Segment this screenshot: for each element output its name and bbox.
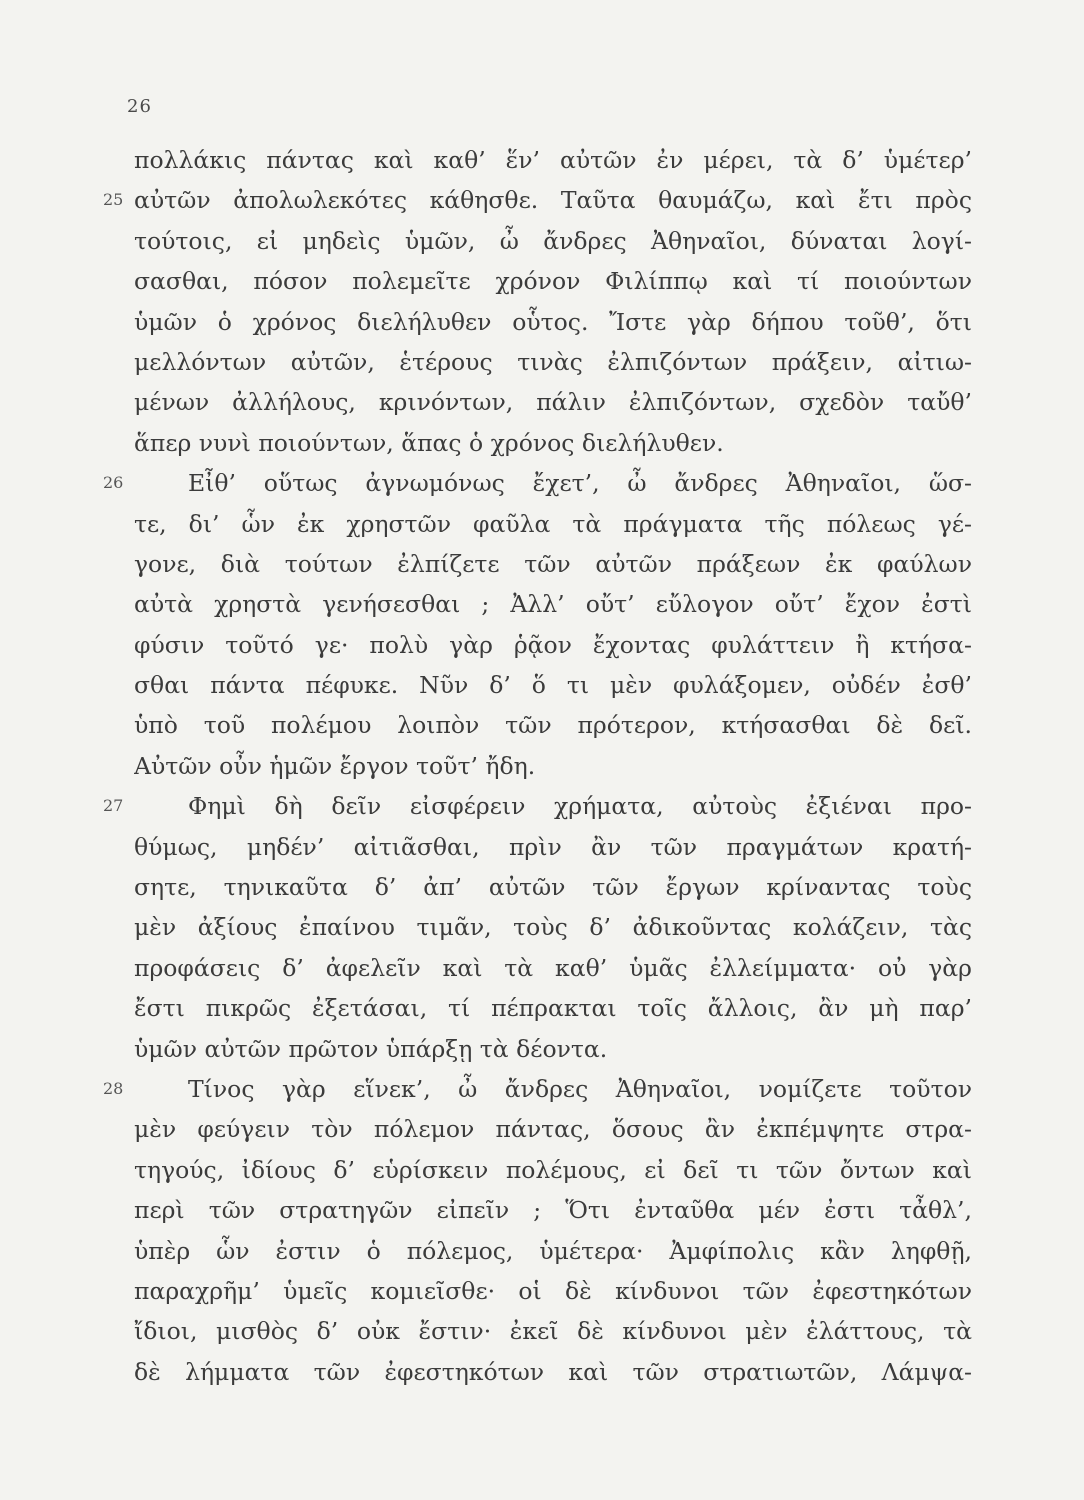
line-text: δὲ λήμματα τῶν ἐφεστηκότων καὶ τῶν στρατιωτῶν, Λάμψα- <box>134 1357 972 1386</box>
text-line <box>0 463 1084 503</box>
text-line <box>0 261 1084 301</box>
text-line <box>0 705 1084 745</box>
line-text: ὑπὲρ ὧν ἐστιν ὁ πόλεμος, ὑμέτερα· Ἀμφίπολις κἂν ληφθῇ, <box>134 1236 972 1265</box>
line-text: ἅπερ νυνὶ ποιούντων, ἅπας ὁ χρόνος διελήλυθεν. <box>134 428 724 457</box>
line-text: Φημὶ δὴ δεῖν εἰσφέρειν χρήματα, αὐτοὺς ἐξιέναι προ- <box>188 792 972 821</box>
text-line <box>0 180 1084 220</box>
text-line <box>0 907 1084 947</box>
line-text: ἔστι πικρῶς ἐξετάσαι, τί πέπρακται τοῖς ἄλλοις, ἂν μὴ παρ’ <box>134 994 972 1023</box>
line-text: αὐτῶν ἀπολωλεκότες κάθησθε. Ταῦτα θαυμάζω, καὶ ἔτι πρὸς <box>134 186 972 215</box>
line-text: τούτοις, εἰ μηδεὶς ὑμῶν, ὦ ἄνδρες Ἀθηναῖοι, δύναται λογί- <box>134 226 972 255</box>
text-line <box>0 140 1084 180</box>
body-text <box>0 140 1084 1392</box>
line-text: παραχρῆμ’ ὑμεῖς κομιεῖσθε· οἱ δὲ κίνδυνοι τῶν ἐφεστηκότων <box>134 1276 972 1305</box>
text-line <box>0 584 1084 624</box>
line-text: τηγούς, ἰδίους δ’ εὑρίσκειν πολέμους, εἰ δεῖ τι τῶν ὄντων καὶ <box>134 1155 972 1184</box>
text-line <box>0 1352 1084 1392</box>
line-text: Εἶθ’ οὕτως ἀγνωμόνως ἔχετ’, ὦ ἄνδρες Ἀθηναῖοι, ὥσ- <box>188 469 972 498</box>
text-line <box>0 1311 1084 1351</box>
line-text: πολλάκις πάντας καὶ καθ’ ἕν’ αὐτῶν ἐν μέρει, τὰ δ’ ὑμέτερ’ <box>134 146 972 174</box>
line-text: θύμως, μηδέν’ αἰτιᾶσθαι, πρὶν ἂν τῶν πραγμάτων κρατή- <box>134 832 972 861</box>
section-number: 27 <box>103 796 124 816</box>
line-text: αὐτὰ χρηστὰ γενήσεσθαι ; Ἀλλ’ οὔτ’ εὔλογον οὔτ’ ἔχον ἐστὶ <box>134 590 972 619</box>
text-line <box>0 1271 1084 1311</box>
line-text: σασθαι, πόσον πολεμεῖτε χρόνον Φιλίππῳ καὶ τί ποιούντων <box>134 267 972 296</box>
page-number: 26 <box>127 96 152 117</box>
text-line <box>0 665 1084 705</box>
text-line <box>0 382 1084 422</box>
line-text: μὲν φεύγειν τὸν πόλεμον πάντας, ὅσους ἂν ἐκπέμψητε στρα- <box>134 1115 972 1144</box>
text-line <box>0 1190 1084 1230</box>
text-line <box>0 746 1084 786</box>
text-line <box>0 786 1084 826</box>
text-line <box>0 544 1084 584</box>
line-text: Αὐτῶν οὖν ἡμῶν ἔργον τοῦτ’ ἤδη. <box>134 751 536 780</box>
line-text: ὑμῶν ὁ χρόνος διελήλυθεν οὗτος. Ἴστε γὰρ δήπου τοῦθ’, ὅτι <box>134 307 972 336</box>
text-line <box>0 221 1084 261</box>
text-line <box>0 1109 1084 1149</box>
text-line <box>0 504 1084 544</box>
text-line <box>0 867 1084 907</box>
text-line <box>0 1029 1084 1069</box>
line-text: προφάσεις δ’ ἀφελεῖν καὶ τὰ καθ’ ὑμᾶς ἐλλείμματα· οὐ γὰρ <box>134 953 972 982</box>
line-text: ὑπὸ τοῦ πολέμου λοιπὸν τῶν πρότερον, κτήσασθαι δὲ δεῖ. <box>134 711 972 740</box>
text-line <box>0 342 1084 382</box>
line-text: μελλόντων αὐτῶν, ἑτέρους τινὰς ἐλπιζόντων πράξειν, αἰτιω- <box>134 347 972 376</box>
line-text: ὑμῶν αὐτῶν πρῶτον ὑπάρξῃ τὰ δέοντα. <box>134 1034 608 1063</box>
line-text: μένων ἀλλήλους, κρινόντων, πάλιν ἐλπιζόντων, σχεδὸν ταὔθ’ <box>134 388 972 417</box>
line-text: τε, δι’ ὧν ἐκ χρηστῶν φαῦλα τὰ πράγματα τῆς πόλεως γέ- <box>134 509 972 538</box>
text-line <box>0 948 1084 988</box>
line-text: περὶ τῶν στρατηγῶν εἰπεῖν ; Ὅτι ἐνταῦθα μέν ἐστι τἆθλ’, <box>134 1196 972 1225</box>
text-line <box>0 1231 1084 1271</box>
line-text: μὲν ἀξίους ἐπαίνου τιμᾶν, τοὺς δ’ ἀδικοῦντας κολάζειν, τὰς <box>134 913 972 942</box>
section-number: 26 <box>103 473 124 493</box>
text-line <box>0 625 1084 665</box>
line-text: Τίνος γὰρ εἵνεκ’, ὦ ἄνδρες Ἀθηναῖοι, νομίζετε τοῦτον <box>188 1074 972 1103</box>
section-number: 28 <box>103 1078 124 1098</box>
line-text: σητε, τηνικαῦτα δ’ ἀπ’ αὐτῶν τῶν ἔργων κρίναντας τοὺς <box>134 873 972 902</box>
line-text: σθαι πάντα πέφυκε. Νῦν δ’ ὅ τι μὲν φυλάξομεν, οὐδέν ἐσθ’ <box>134 671 972 700</box>
text-line <box>0 827 1084 867</box>
section-number: 25 <box>103 190 124 210</box>
line-text: γονε, διὰ τούτων ἐλπίζετε τῶν αὐτῶν πράξεων ἐκ φαύλων <box>134 549 972 578</box>
text-line <box>0 302 1084 342</box>
text-line <box>0 423 1084 463</box>
line-text: φύσιν τοῦτό γε· πολὺ γὰρ ῥᾷον ἔχοντας φυλάττειν ἢ κτήσα- <box>134 630 972 659</box>
text-line <box>0 988 1084 1028</box>
text-line <box>0 1069 1084 1109</box>
text-line <box>0 1150 1084 1190</box>
line-text: ἴδιοι, μισθὸς δ’ οὐκ ἔστιν· ἐκεῖ δὲ κίνδυνοι μὲν ἐλάττους, τὰ <box>134 1317 972 1346</box>
